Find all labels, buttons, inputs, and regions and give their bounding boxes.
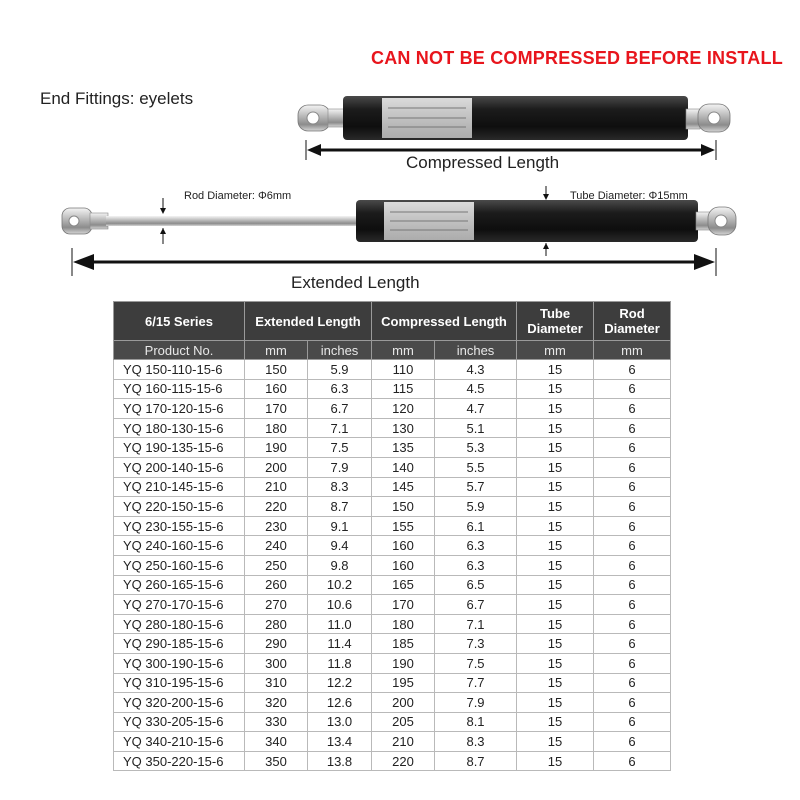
product-number-cell: YQ 220-150-15-6 (114, 497, 245, 517)
table-cell: 170 (245, 399, 308, 419)
product-number-cell: YQ 180-130-15-6 (114, 418, 245, 438)
table-cell: 5.7 (435, 477, 517, 497)
table-row (114, 360, 671, 380)
table-cell: 160 (372, 536, 435, 556)
header-rod-diameter: Rod Diameter (594, 302, 671, 341)
table-cell: 6 (594, 751, 671, 771)
unit-header: mm (245, 341, 308, 360)
table-cell: 180 (372, 614, 435, 634)
table-units-row (114, 341, 671, 360)
table-cell: 4.5 (435, 379, 517, 399)
table-cell: 15 (517, 536, 594, 556)
table-cell: 350 (245, 751, 308, 771)
table-cell: 13.4 (308, 732, 372, 752)
table-cell: 260 (245, 575, 308, 595)
table-cell: 185 (372, 634, 435, 654)
table-cell: 15 (517, 438, 594, 458)
unit-header: inches (308, 341, 372, 360)
table-cell: 210 (245, 477, 308, 497)
product-number-cell: YQ 270-170-15-6 (114, 595, 245, 615)
table-cell: 6 (594, 516, 671, 536)
table-row (114, 477, 671, 497)
tube-diameter-label: Tube Diameter: Φ15mm (570, 190, 688, 202)
table-cell: 10.2 (308, 575, 372, 595)
table-cell: 150 (372, 497, 435, 517)
table-cell: 310 (245, 673, 308, 693)
table-cell: 9.1 (308, 516, 372, 536)
table-cell: 15 (517, 360, 594, 380)
compressed-strut (298, 96, 730, 140)
product-number-cell: YQ 250-160-15-6 (114, 555, 245, 575)
table-cell: 4.3 (435, 360, 517, 380)
product-number-cell: YQ 340-210-15-6 (114, 732, 245, 752)
extended-dimension (72, 248, 716, 276)
table-cell: 13.0 (308, 712, 372, 732)
table-row (114, 399, 671, 419)
table-cell: 130 (372, 418, 435, 438)
product-number-cell: YQ 150-110-15-6 (114, 360, 245, 380)
table-cell: 5.9 (308, 360, 372, 380)
table-row (114, 751, 671, 771)
table-row (114, 634, 671, 654)
table-cell: 6 (594, 457, 671, 477)
table-cell: 15 (517, 555, 594, 575)
table-row (114, 614, 671, 634)
table-cell: 8.1 (435, 712, 517, 732)
table-cell: 15 (517, 732, 594, 752)
table-cell: 6 (594, 379, 671, 399)
table-cell: 15 (517, 477, 594, 497)
header-series: 6/15 Series (114, 302, 245, 341)
table-cell: 110 (372, 360, 435, 380)
table-cell: 15 (517, 712, 594, 732)
table-cell: 11.8 (308, 653, 372, 673)
table-cell: 6 (594, 614, 671, 634)
table-cell: 6.3 (435, 555, 517, 575)
table-cell: 9.8 (308, 555, 372, 575)
table-cell: 5.5 (435, 457, 517, 477)
table-cell: 15 (517, 379, 594, 399)
table-row (114, 457, 671, 477)
table-cell: 6 (594, 555, 671, 575)
compressed-length-label: Compressed Length (406, 153, 560, 172)
table-cell: 6.3 (308, 379, 372, 399)
table-cell: 195 (372, 673, 435, 693)
table-cell: 330 (245, 712, 308, 732)
header-tube-diameter: Tube Diameter (517, 302, 594, 341)
table-cell: 6 (594, 673, 671, 693)
table-cell: 155 (372, 516, 435, 536)
product-number-cell: YQ 160-115-15-6 (114, 379, 245, 399)
table-cell: 6 (594, 693, 671, 713)
end-fittings-label: End Fittings: eyelets (40, 89, 194, 108)
table-cell: 6.3 (435, 536, 517, 556)
table-cell: 135 (372, 438, 435, 458)
table-cell: 6.5 (435, 575, 517, 595)
table-cell: 6 (594, 438, 671, 458)
table-cell: 15 (517, 457, 594, 477)
table-cell: 15 (517, 516, 594, 536)
table-cell: 240 (245, 536, 308, 556)
table-cell: 7.5 (308, 438, 372, 458)
table-cell: 6 (594, 712, 671, 732)
table-cell: 15 (517, 595, 594, 615)
table-row (114, 497, 671, 517)
gas-strut-diagram (0, 0, 800, 300)
table-cell: 6 (594, 418, 671, 438)
table-row (114, 555, 671, 575)
unit-header: inches (435, 341, 517, 360)
table-cell: 8.3 (308, 477, 372, 497)
header-extended-length: Extended Length (245, 302, 372, 341)
table-cell: 340 (245, 732, 308, 752)
table-row (114, 536, 671, 556)
table-cell: 170 (372, 595, 435, 615)
table-cell: 165 (372, 575, 435, 595)
table-row (114, 438, 671, 458)
table-cell: 7.9 (435, 693, 517, 713)
table-cell: 15 (517, 693, 594, 713)
table-cell: 220 (372, 751, 435, 771)
table-cell: 120 (372, 399, 435, 419)
table-cell: 6.7 (308, 399, 372, 419)
product-number-cell: YQ 260-165-15-6 (114, 575, 245, 595)
table-cell: 180 (245, 418, 308, 438)
table-cell: 7.1 (308, 418, 372, 438)
table-cell: 5.3 (435, 438, 517, 458)
table-cell: 205 (372, 712, 435, 732)
table-cell: 8.7 (308, 497, 372, 517)
product-number-cell: YQ 280-180-15-6 (114, 614, 245, 634)
table-cell: 15 (517, 497, 594, 517)
table-row (114, 653, 671, 673)
product-number-cell: YQ 290-185-15-6 (114, 634, 245, 654)
table-cell: 200 (245, 457, 308, 477)
extended-length-label: Extended Length (291, 273, 420, 292)
table-cell: 15 (517, 634, 594, 654)
product-number-cell: YQ 210-145-15-6 (114, 477, 245, 497)
table-row (114, 693, 671, 713)
table-cell: 12.6 (308, 693, 372, 713)
table-cell: 320 (245, 693, 308, 713)
table-cell: 13.8 (308, 751, 372, 771)
product-number-cell: YQ 320-200-15-6 (114, 693, 245, 713)
table-cell: 15 (517, 751, 594, 771)
table-cell: 160 (245, 379, 308, 399)
product-number-cell: YQ 200-140-15-6 (114, 457, 245, 477)
product-number-cell: YQ 170-120-15-6 (114, 399, 245, 419)
table-cell: 15 (517, 673, 594, 693)
rod-diameter-label: Rod Diameter: Φ6mm (184, 190, 292, 202)
table-row (114, 379, 671, 399)
table-cell: 9.4 (308, 536, 372, 556)
table-cell: 12.2 (308, 673, 372, 693)
table-cell: 7.3 (435, 634, 517, 654)
table-row (114, 418, 671, 438)
table-cell: 15 (517, 418, 594, 438)
table-row (114, 673, 671, 693)
table-cell: 6 (594, 497, 671, 517)
table-cell: 7.7 (435, 673, 517, 693)
table-cell: 11.0 (308, 614, 372, 634)
table-cell: 6 (594, 575, 671, 595)
product-number-cell: YQ 330-205-15-6 (114, 712, 245, 732)
table-row (114, 712, 671, 732)
table-cell: 140 (372, 457, 435, 477)
table-cell: 6.7 (435, 595, 517, 615)
table-row (114, 732, 671, 752)
table-cell: 6 (594, 732, 671, 752)
install-warning: CAN NOT BE COMPRESSED BEFORE INSTALL (371, 48, 783, 68)
table-cell: 7.9 (308, 457, 372, 477)
table-cell: 15 (517, 653, 594, 673)
table-cell: 7.1 (435, 614, 517, 634)
table-cell: 250 (245, 555, 308, 575)
unit-header: mm (517, 341, 594, 360)
table-cell: 6 (594, 634, 671, 654)
table-cell: 5.1 (435, 418, 517, 438)
product-number-cell: YQ 230-155-15-6 (114, 516, 245, 536)
table-cell: 220 (245, 497, 308, 517)
piston-rod (106, 216, 358, 226)
table-cell: 6 (594, 399, 671, 419)
spec-table (113, 301, 671, 771)
table-cell: 8.7 (435, 751, 517, 771)
table-cell: 190 (245, 438, 308, 458)
unit-header: mm (372, 341, 435, 360)
product-number-cell: YQ 310-195-15-6 (114, 673, 245, 693)
table-cell: 150 (245, 360, 308, 380)
table-cell: 115 (372, 379, 435, 399)
table-cell: 10.6 (308, 595, 372, 615)
table-cell: 15 (517, 614, 594, 634)
table-cell: 6 (594, 536, 671, 556)
table-cell: 290 (245, 634, 308, 654)
unit-header: mm (594, 341, 671, 360)
table-row (114, 516, 671, 536)
table-cell: 6 (594, 595, 671, 615)
table-cell: 210 (372, 732, 435, 752)
table-cell: 280 (245, 614, 308, 634)
table-row (114, 575, 671, 595)
header-compressed-length: Compressed Length (372, 302, 517, 341)
table-cell: 5.9 (435, 497, 517, 517)
table-cell: 7.5 (435, 653, 517, 673)
table-cell: 15 (517, 575, 594, 595)
table-cell: 11.4 (308, 634, 372, 654)
table-cell: 6 (594, 653, 671, 673)
table-cell: 8.3 (435, 732, 517, 752)
product-number-cell: YQ 190-135-15-6 (114, 438, 245, 458)
table-cell: 270 (245, 595, 308, 615)
table-header-row (114, 302, 671, 341)
table-cell: 300 (245, 653, 308, 673)
table-cell: 6 (594, 360, 671, 380)
table-row (114, 595, 671, 615)
table-cell: 230 (245, 516, 308, 536)
table-cell: 6 (594, 477, 671, 497)
product-number-cell: YQ 300-190-15-6 (114, 653, 245, 673)
table-cell: 200 (372, 693, 435, 713)
table-cell: 4.7 (435, 399, 517, 419)
table-cell: 160 (372, 555, 435, 575)
product-number-cell: YQ 240-160-15-6 (114, 536, 245, 556)
table-cell: 145 (372, 477, 435, 497)
product-number-cell: YQ 350-220-15-6 (114, 751, 245, 771)
table-cell: 15 (517, 399, 594, 419)
table-cell: 190 (372, 653, 435, 673)
unit-header: Product No. (114, 341, 245, 360)
table-cell: 6.1 (435, 516, 517, 536)
